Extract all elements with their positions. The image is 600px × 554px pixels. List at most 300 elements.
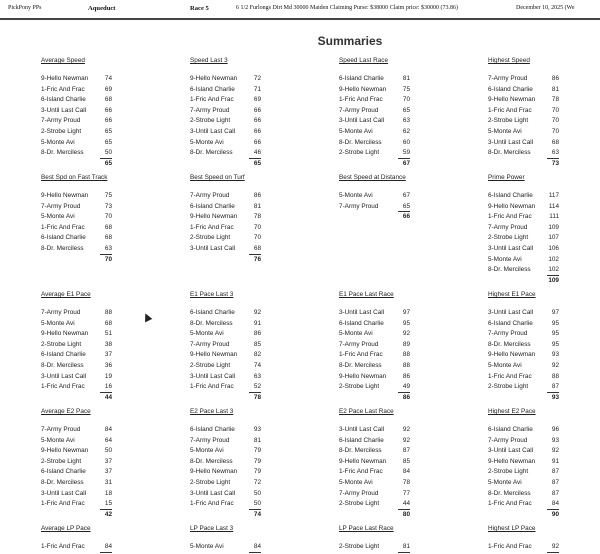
horse-name: 1-Fric And Frac: [41, 500, 85, 508]
horse-value: 86: [402, 372, 410, 380]
horse-row: [488, 95, 598, 106]
horse-value: 97: [551, 309, 559, 316]
horse-row: [488, 212, 598, 223]
total-value: 66: [402, 213, 410, 221]
total-value: 109: [548, 276, 559, 284]
horse-name: 7-Army Proud: [190, 436, 230, 444]
horse-value: 97: [402, 309, 410, 316]
horse-value: 102: [547, 265, 559, 276]
horse-name: 3-Until Last Call: [488, 309, 534, 316]
block-rows: [41, 542, 151, 553]
horse-value: 84: [547, 499, 559, 510]
block-title: E2 Pace Last 3: [190, 408, 234, 415]
horse-value: 70: [402, 96, 410, 104]
horse-row: [339, 446, 449, 457]
horse-name: 6-Island Charlie: [190, 309, 235, 316]
block-total: [190, 159, 300, 169]
horse-row: [41, 95, 151, 106]
block-rows: [190, 191, 300, 265]
block-title: Highest Speed: [488, 57, 530, 64]
horse-value: 79: [253, 447, 261, 455]
horse-value: 31: [104, 478, 112, 486]
horse-value: 69: [104, 85, 112, 93]
horse-name: 6-Island Charlie: [488, 85, 533, 93]
horse-value: 95: [551, 340, 559, 348]
horse-name: 1-Fric And Frac: [488, 500, 532, 508]
horse-name: 9-Hello Newman: [339, 457, 387, 465]
horse-row: [339, 202, 449, 213]
horse-row: [190, 425, 300, 436]
horse-value: 46: [249, 148, 261, 159]
horse-name: 7-Army Proud: [190, 340, 230, 348]
horse-name: 5-Monte Avi: [190, 447, 224, 455]
horse-value: 38: [104, 340, 112, 348]
horse-name: 8-Dr. Merciless: [190, 457, 233, 465]
horse-name: 2-Strobe Light: [339, 500, 380, 508]
block-rows: [339, 542, 449, 553]
horse-name: 5-Monte Avi: [339, 127, 373, 135]
horse-value: 81: [551, 85, 559, 93]
horse-row: [339, 542, 449, 553]
horse-value: 62: [402, 127, 410, 135]
summary-block: [190, 525, 300, 550]
horse-value: 84: [104, 426, 112, 433]
horse-name: 6-Island Charlie: [488, 426, 533, 433]
horse-name: 3-Until Last Call: [190, 372, 236, 380]
horse-name: 3-Until Last Call: [339, 117, 385, 125]
horse-value: 51: [104, 330, 112, 338]
horse-name: 9-Hello Newman: [41, 330, 89, 338]
horse-row: [190, 436, 300, 447]
horse-name: 3-Until Last Call: [339, 426, 385, 433]
horse-row: [41, 85, 151, 96]
horse-row: [339, 340, 449, 351]
summary-block: [41, 57, 151, 167]
horse-value: 93: [551, 436, 559, 444]
block-total: [41, 393, 151, 403]
horse-value: 92: [402, 330, 410, 338]
horse-name: 7-Army Proud: [339, 489, 379, 497]
horse-row: [41, 116, 151, 127]
horse-row: [488, 244, 598, 255]
horse-name: 6-Island Charlie: [190, 85, 235, 93]
horse-row: [488, 106, 598, 117]
block-title: Highest LP Pace: [488, 525, 536, 532]
horse-value: 78: [551, 96, 559, 104]
horse-row: [190, 244, 300, 255]
horse-row: [41, 74, 151, 85]
horse-row: [339, 361, 449, 372]
horse-row: [41, 127, 151, 138]
horse-name: 9-Hello Newman: [190, 213, 238, 221]
block-title: Best Speed at Distance: [339, 174, 406, 181]
horse-value: 102: [548, 255, 559, 263]
total-value: 67: [402, 159, 410, 167]
horse-row: [488, 446, 598, 457]
horse-row: [41, 382, 151, 393]
horse-row: [339, 116, 449, 127]
horse-name: 9-Hello Newman: [190, 351, 238, 359]
block-title: LP Pace Last 3: [190, 525, 234, 532]
horse-row: [339, 95, 449, 106]
horse-name: 6-Island Charlie: [488, 192, 533, 199]
horse-value: 75: [104, 192, 112, 199]
total-value: 73: [551, 159, 559, 167]
horse-value: 60: [402, 138, 410, 146]
horse-row: [488, 265, 598, 276]
horse-row: [190, 85, 300, 96]
horse-row: [488, 457, 598, 468]
horse-row: [339, 329, 449, 340]
block-title: Highest E2 Pace: [488, 408, 536, 415]
horse-row: [488, 233, 598, 244]
horse-name: 2-Strobe Light: [488, 383, 529, 391]
horse-row: [488, 372, 598, 383]
horse-row: [339, 350, 449, 361]
summary-block: [339, 408, 449, 518]
horse-row: [488, 255, 598, 266]
horse-name: 3-Until Last Call: [41, 372, 87, 380]
horse-name: 7-Army Proud: [488, 75, 528, 82]
horse-row: [488, 191, 598, 202]
horse-name: 7-Army Proud: [339, 106, 379, 114]
horse-name: 5-Monte Avi: [190, 138, 224, 146]
horse-name: 2-Strobe Light: [41, 457, 82, 465]
total-value: 76: [253, 255, 261, 263]
race-description: 6 1/2 Furlongs Dirt Md 30000 Maiden Claiming Purse: $38000 Claim price: $30000 (73.86): [236, 5, 458, 11]
horse-row: [488, 223, 598, 234]
block-rows: [190, 425, 300, 520]
summary-block: [41, 291, 151, 401]
app-name: PickPony PPs: [8, 5, 42, 11]
horse-row: [339, 489, 449, 500]
horse-value: 75: [402, 85, 410, 93]
horse-row: [488, 340, 598, 351]
block-title: Speed Last Race: [339, 57, 389, 64]
horse-value: 37: [104, 457, 112, 465]
horse-value: 84: [402, 468, 410, 476]
block-rows: [190, 542, 300, 553]
horse-name: 6-Island Charlie: [190, 202, 235, 210]
block-rows: [190, 308, 300, 403]
horse-name: 5-Monte Avi: [41, 436, 75, 444]
horse-value: 36: [104, 361, 112, 369]
horse-value: 87: [551, 478, 559, 486]
horse-value: 70: [551, 117, 559, 125]
horse-name: 1-Fric And Frac: [488, 213, 532, 221]
block-rows: [41, 425, 151, 520]
horse-row: [488, 425, 598, 436]
horse-value: 92: [547, 542, 559, 553]
horse-name: 8-Dr. Merciless: [488, 266, 531, 274]
horse-row: [339, 499, 449, 510]
horse-value: 15: [100, 499, 112, 510]
horse-value: 79: [253, 457, 261, 465]
horse-name: 2-Strobe Light: [190, 234, 231, 242]
horse-row: [190, 499, 300, 510]
horse-value: 65: [104, 127, 112, 135]
horse-row: [190, 138, 300, 149]
horse-row: [339, 467, 449, 478]
block-total: [41, 255, 151, 265]
horse-value: 16: [100, 382, 112, 393]
horse-row: [488, 329, 598, 340]
horse-value: 81: [253, 202, 261, 210]
block-rows: [488, 191, 598, 286]
horse-name: 5-Monte Avi: [190, 543, 224, 550]
track-name: Aqueduct: [88, 5, 116, 12]
total-value: 65: [253, 159, 261, 167]
horse-value: 88: [402, 361, 410, 369]
horse-value: 95: [402, 319, 410, 327]
horse-row: [488, 361, 598, 372]
horse-row: [190, 361, 300, 372]
summary-block: [488, 525, 598, 550]
horse-name: 3-Until Last Call: [190, 244, 236, 252]
horse-value: 70: [104, 213, 112, 221]
horse-row: [41, 350, 151, 361]
horse-value: 78: [253, 213, 261, 221]
horse-name: 9-Hello Newman: [339, 372, 387, 380]
horse-row: [41, 148, 151, 159]
horse-name: 2-Strobe Light: [339, 383, 380, 391]
horse-value: 70: [551, 127, 559, 135]
horse-name: 1-Fric And Frac: [190, 500, 234, 508]
horse-row: [488, 127, 598, 138]
horse-row: [41, 191, 151, 202]
horse-name: 8-Dr. Merciless: [41, 478, 84, 486]
horse-row: [339, 436, 449, 447]
horse-value: 68: [551, 138, 559, 146]
block-rows: [41, 308, 151, 403]
horse-value: 74: [253, 361, 261, 369]
block-rows: [190, 74, 300, 169]
horse-name: 9-Hello Newman: [41, 447, 89, 455]
horse-value: 96: [551, 426, 559, 433]
horse-row: [41, 329, 151, 340]
horse-value: 68: [104, 96, 112, 104]
horse-row: [339, 319, 449, 330]
horse-value: 81: [402, 75, 410, 82]
horse-value: 63: [253, 372, 261, 380]
horse-name: 8-Dr. Merciless: [41, 149, 84, 157]
horse-name: 7-Army Proud: [41, 426, 81, 433]
block-total: [488, 393, 598, 403]
horse-name: 3-Until Last Call: [190, 489, 236, 497]
horse-row: [41, 361, 151, 372]
horse-row: [41, 106, 151, 117]
block-title: Prime Power: [488, 174, 525, 181]
horse-row: [41, 308, 151, 319]
horse-value: 85: [253, 340, 261, 348]
horse-row: [190, 372, 300, 383]
horse-value: 78: [402, 478, 410, 486]
block-title: Average E2 Pace: [41, 408, 91, 415]
horse-value: 93: [253, 426, 261, 433]
horse-value: 91: [551, 457, 559, 465]
horse-row: [190, 74, 300, 85]
horse-value: 87: [551, 489, 559, 497]
horse-value: 66: [253, 138, 261, 146]
horse-value: 117: [548, 192, 559, 199]
horse-value: 67: [402, 192, 410, 199]
block-rows: [488, 74, 598, 169]
horse-row: [339, 308, 449, 319]
horse-row: [339, 74, 449, 85]
block-total: [339, 159, 449, 169]
horse-row: [41, 340, 151, 351]
horse-name: 7-Army Proud: [41, 309, 81, 316]
horse-value: 87: [551, 468, 559, 476]
summary-block: [190, 57, 300, 167]
total-value: 90: [551, 510, 559, 518]
horse-name: 6-Island Charlie: [41, 234, 86, 242]
horse-name: 5-Monte Avi: [41, 319, 75, 327]
horse-row: [339, 372, 449, 383]
horse-value: 37: [104, 468, 112, 476]
horse-name: 6-Island Charlie: [339, 436, 384, 444]
block-title: Best Spd on Fast Track: [41, 174, 108, 181]
horse-value: 44: [398, 499, 410, 510]
horse-name: 5-Monte Avi: [41, 138, 75, 146]
horse-value: 86: [253, 330, 261, 338]
total-value: 86: [402, 393, 410, 401]
horse-row: [339, 382, 449, 393]
horse-name: 2-Strobe Light: [190, 478, 231, 486]
horse-value: 86: [551, 75, 559, 82]
horse-name: 5-Monte Avi: [339, 478, 373, 486]
horse-name: 7-Army Proud: [488, 223, 528, 231]
horse-name: 1-Fric And Frac: [190, 383, 234, 391]
horse-value: 64: [104, 436, 112, 444]
horse-value: 109: [548, 223, 559, 231]
horse-value: 74: [104, 75, 112, 82]
horse-name: 7-Army Proud: [41, 202, 81, 210]
horse-value: 68: [104, 319, 112, 327]
horse-value: 92: [551, 361, 559, 369]
horse-row: [488, 478, 598, 489]
horse-value: 68: [249, 244, 261, 255]
horse-row: [190, 457, 300, 468]
horse-value: 63: [402, 117, 410, 125]
horse-value: 66: [253, 117, 261, 125]
horse-name: 1-Fric And Frac: [339, 96, 383, 104]
horse-name: 2-Strobe Light: [339, 149, 380, 157]
horse-value: 85: [402, 457, 410, 465]
horse-value: 50: [100, 148, 112, 159]
block-total: [488, 159, 598, 169]
summary-block: [190, 408, 300, 518]
horse-value: 70: [253, 223, 261, 231]
block-title: Highest E1 Pace: [488, 291, 536, 298]
horse-name: 7-Army Proud: [488, 330, 528, 338]
horse-row: [339, 148, 449, 159]
summary-block: [488, 291, 598, 401]
horse-row: [41, 467, 151, 478]
block-total: [190, 510, 300, 520]
horse-name: 5-Monte Avi: [488, 255, 522, 263]
horse-row: [190, 542, 300, 553]
block-total: [339, 212, 449, 222]
race-date: December 10, 2025 (We: [516, 5, 575, 11]
block-title: E1 Pace Last 3: [190, 291, 234, 298]
horse-name: 5-Monte Avi: [488, 361, 522, 369]
block-title: Average LP Pace: [41, 525, 91, 532]
horse-row: [488, 542, 598, 553]
horse-value: 84: [249, 542, 261, 553]
horse-value: 59: [398, 148, 410, 159]
horse-row: [41, 446, 151, 457]
horse-row: [41, 223, 151, 234]
horse-value: 65: [402, 106, 410, 114]
horse-value: 106: [548, 244, 559, 252]
block-total: [190, 393, 300, 403]
block-title: LP Pace Last Race: [339, 525, 394, 532]
horse-name: 9-Hello Newman: [41, 75, 89, 82]
total-value: 74: [253, 510, 261, 518]
block-total: [488, 510, 598, 520]
total-value: 44: [104, 393, 112, 401]
horse-row: [339, 85, 449, 96]
horse-name: 3-Until Last Call: [339, 309, 385, 316]
summary-block: [190, 174, 300, 263]
horse-name: 3-Until Last Call: [488, 447, 534, 455]
total-value: 80: [402, 510, 410, 518]
horse-row: [41, 202, 151, 213]
horse-row: [41, 319, 151, 330]
block-total: [41, 159, 151, 169]
horse-row: [41, 499, 151, 510]
horse-row: [339, 457, 449, 468]
horse-row: [190, 223, 300, 234]
horse-value: 69: [253, 96, 261, 104]
horse-value: 86: [253, 192, 261, 199]
block-rows: [41, 191, 151, 265]
horse-row: [488, 489, 598, 500]
horse-row: [41, 457, 151, 468]
horse-row: [41, 489, 151, 500]
horse-value: 77: [402, 489, 410, 497]
horse-value: 70: [253, 234, 261, 242]
horse-value: 111: [549, 213, 559, 221]
block-rows: [339, 425, 449, 520]
horse-row: [339, 425, 449, 436]
horse-name: 8-Dr. Merciless: [488, 149, 531, 157]
horse-value: 50: [253, 489, 261, 497]
summary-block: [488, 408, 598, 518]
horse-name: 9-Hello Newman: [488, 457, 536, 465]
horse-row: [190, 106, 300, 117]
horse-name: 7-Army Proud: [190, 106, 230, 114]
horse-value: 89: [402, 340, 410, 348]
horse-row: [488, 148, 598, 159]
horse-value: 81: [398, 542, 410, 553]
horse-value: 50: [249, 499, 261, 510]
horse-name: 7-Army Proud: [488, 436, 528, 444]
horse-value: 66: [253, 127, 261, 135]
horse-name: 1-Fric And Frac: [488, 106, 532, 114]
horse-name: 8-Dr. Merciless: [41, 361, 84, 369]
total-value: 93: [551, 393, 559, 401]
horse-name: 9-Hello Newman: [41, 192, 89, 199]
horse-name: 8-Dr. Merciless: [488, 489, 531, 497]
block-rows: [339, 191, 449, 222]
block-title: E2 Pace Last Race: [339, 408, 394, 415]
horse-row: [488, 202, 598, 213]
horse-value: 79: [253, 468, 261, 476]
block-rows: [41, 74, 151, 169]
summary-block: [41, 408, 151, 518]
